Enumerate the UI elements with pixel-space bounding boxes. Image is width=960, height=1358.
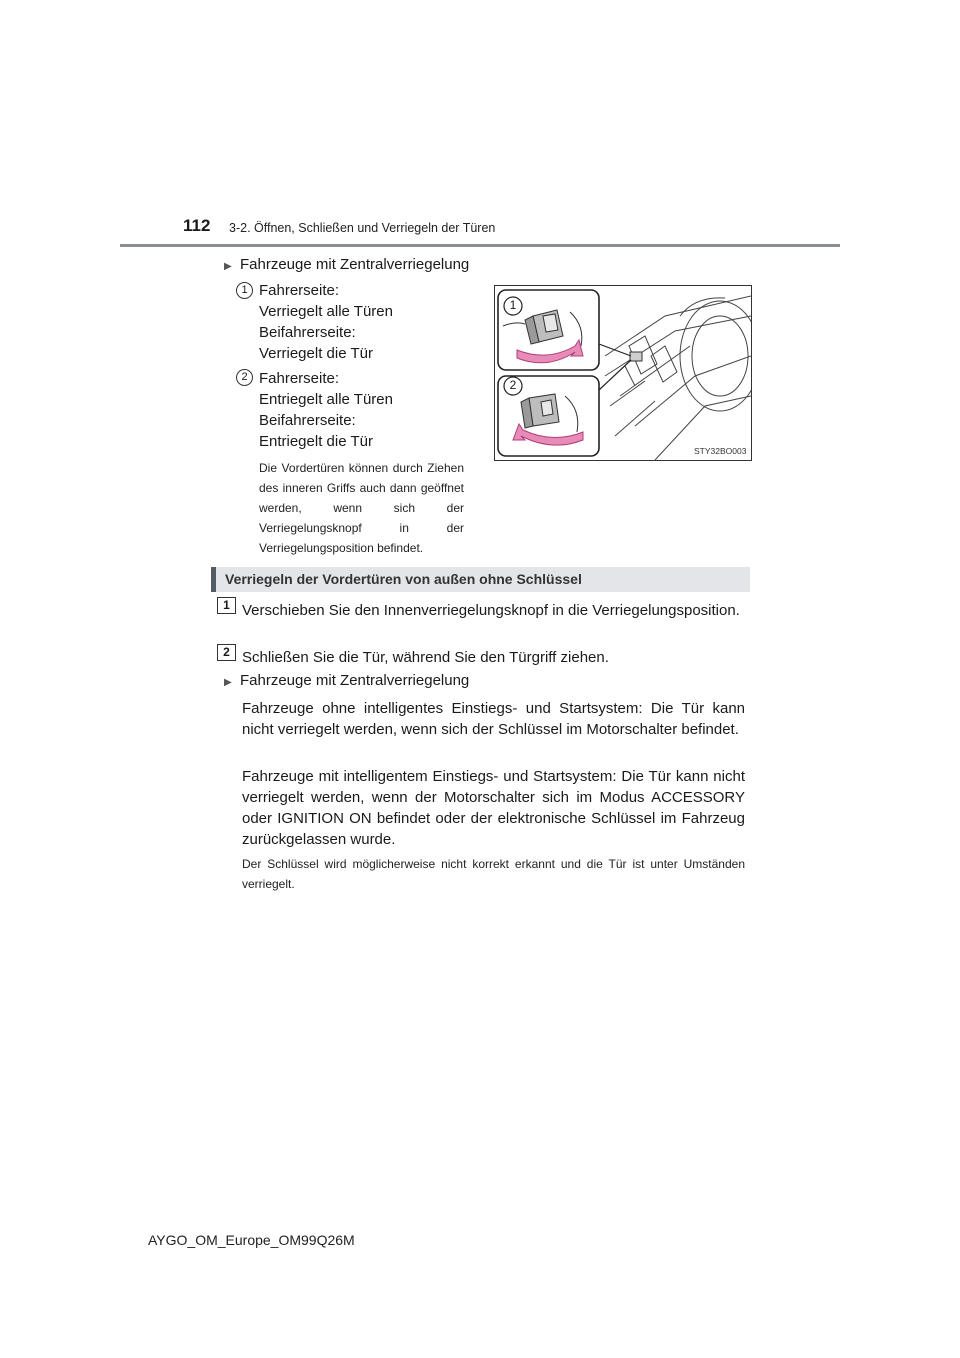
item-2-text: Fahrerseite: Entriegelt alle Türen Beifahrerseite: Entriegelt die Tür <box>259 370 393 450</box>
paragraph-without-smart-entry: Fahrzeuge ohne intelligentes Einstiegs- und Startsystem: Die Tür kann nicht verriegelt werden, wenn sich der Schlüssel im Motorschalter befindet. <box>242 700 745 738</box>
chapter-title: 3-2. Öffnen, Schließen und Verriegeln der Türen <box>229 221 496 235</box>
footer-doc-id: AYGO_OM_Europe_OM99Q26M <box>148 1232 355 1248</box>
section-title: Verriegeln der Vordertüren von außen ohne Schlüssel <box>225 571 582 587</box>
step-1-text: Verschieben Sie den Innenverriegelungsknopf in die Verriegelungsposition. <box>242 602 740 619</box>
central-locking-heading: ▶ Fahrzeuge mit Zentralverriegelung <box>224 256 470 273</box>
step-2-text: Schließen Sie die Tür, während Sie den Türgriff ziehen. <box>242 649 609 666</box>
door-lock-drawing <box>495 286 751 460</box>
recognition-note: Der Schlüssel wird möglicherweise nicht korrekt erkannt und die Tür ist unter Umständen verriegelt. <box>242 857 745 891</box>
door-lock-illustration <box>494 285 752 461</box>
item-1-text: Fahrerseite: Verriegelt alle Türen Beifahrerseite: Verriegelt die Tür <box>259 282 393 362</box>
item-badge-1: 1 <box>236 282 253 299</box>
step-number-1: 1 <box>217 597 236 614</box>
page-number: 112 <box>183 216 211 235</box>
item-badge-2: 2 <box>236 369 253 386</box>
illustration-label-2: 2 <box>509 378 517 392</box>
triangle-bullet-icon: ▶ <box>224 677 232 688</box>
illustration-label-1: 1 <box>509 298 517 312</box>
central-locking-heading-2: ▶ Fahrzeuge mit Zentralverriegelung <box>224 672 470 689</box>
step-number-2: 2 <box>217 644 236 661</box>
front-door-note: Die Vordertüren können durch Ziehen des inneren Griffs auch dann geöffnet werden, wenn sich der Verriegelungsknopf in der Verriegelungsposition befindet. <box>259 461 464 555</box>
header-divider <box>120 244 840 247</box>
illustration-code: STY32BO003 <box>694 446 747 456</box>
paragraph-with-smart-entry: Fahrzeuge mit intelligentem Einstiegs- und Startsystem: Die Tür kann nicht verriegelt werden, wenn der Motorschalter sich im Modus ACCESSORY oder IGNITION ON befindet oder der elektronische Schlüssel im Fahrzeug zurückgelassen wurde. <box>242 768 745 848</box>
triangle-bullet-icon: ▶ <box>224 261 232 272</box>
